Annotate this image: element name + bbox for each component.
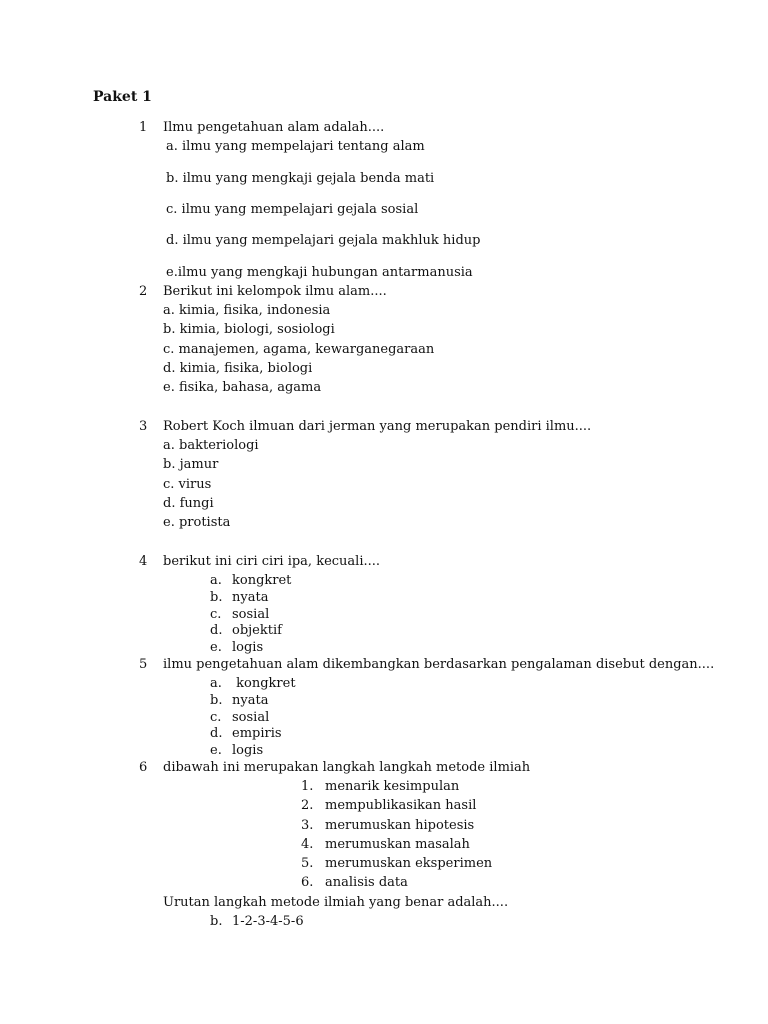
- option-letter: d.: [210, 623, 223, 638]
- page-title: Paket 1: [93, 89, 152, 105]
- option-text: e. fisika, bahasa, agama: [163, 380, 322, 395]
- option-text: d. kimia, fisika, biologi: [163, 361, 313, 376]
- option-text: a. ilmu yang mempelajari tentang alam: [166, 139, 425, 154]
- question-number: 5: [139, 657, 148, 672]
- option-text: a. bakteriologi: [163, 438, 259, 453]
- option-text: d. ilmu yang mempelajari gejala makhluk hidup: [166, 233, 481, 248]
- question-number: 6: [139, 760, 148, 775]
- question-text: dibawah ini merupakan langkah langkah metode ilmiah: [163, 760, 531, 775]
- option-text: kongkret: [232, 676, 296, 691]
- option-text: b. ilmu yang mengkaji gejala benda mati: [166, 171, 435, 186]
- step-text: menarik kesimpulan: [325, 779, 460, 794]
- step-text: merumuskan hipotesis: [325, 818, 475, 833]
- option-text: c. manajemen, agama, kewarganegaraan: [163, 342, 435, 357]
- option-letter: b.: [210, 590, 223, 605]
- question-text: Ilmu pengetahuan alam adalah....: [163, 120, 385, 135]
- option-text: c. virus: [163, 477, 212, 492]
- step-number: 4.: [301, 837, 314, 852]
- option-letter: c.: [210, 710, 222, 725]
- option-letter: a.: [210, 573, 222, 588]
- option-text: 1-2-3-4-5-6: [232, 914, 304, 929]
- option-text: a. kimia, fisika, indonesia: [163, 303, 331, 318]
- option-letter: c.: [210, 607, 222, 622]
- question-text: ilmu pengetahuan alam dikembangkan berdasarkan pengalaman disebut dengan....: [163, 657, 715, 672]
- step-text: mempublikasikan hasil: [325, 798, 477, 813]
- question-text: berikut ini ciri ciri ipa, kecuali....: [163, 554, 381, 569]
- option-text: b. jamur: [163, 457, 219, 472]
- option-letter: a.: [210, 676, 222, 691]
- step-number: 3.: [301, 818, 314, 833]
- option-text: nyata: [232, 693, 269, 708]
- option-letter: e.: [210, 640, 222, 655]
- question-text: Robert Koch ilmuan dari jerman yang merupakan pendiri ilmu....: [163, 419, 592, 434]
- option-text: e. protista: [163, 515, 231, 530]
- question-text: Berikut ini kelompok ilmu alam....: [163, 284, 387, 299]
- option-letter: e.: [210, 743, 222, 758]
- option-text: objektif: [232, 623, 282, 638]
- option-text: sosial: [232, 607, 270, 622]
- step-number: 1.: [301, 779, 314, 794]
- option-text: kongkret: [232, 573, 292, 588]
- step-number: 2.: [301, 798, 314, 813]
- step-number: 5.: [301, 856, 314, 871]
- option-text: c. ilmu yang mempelajari gejala sosial: [166, 202, 419, 217]
- option-text: logis: [232, 640, 264, 655]
- step-text: merumuskan eksperimen: [325, 856, 493, 871]
- option-letter: d.: [210, 726, 223, 741]
- option-text: nyata: [232, 590, 269, 605]
- question-followup: Urutan langkah metode ilmiah yang benar adalah....: [163, 895, 509, 910]
- question-number: 4: [139, 554, 148, 569]
- question-number: 2: [139, 284, 148, 299]
- option-letter: b.: [210, 914, 223, 929]
- option-text: d. fungi: [163, 496, 214, 511]
- question-number: 1: [139, 120, 148, 135]
- option-text: b. kimia, biologi, sosiologi: [163, 322, 335, 337]
- option-text: sosial: [232, 710, 270, 725]
- step-number: 6.: [301, 875, 314, 890]
- option-text: logis: [232, 743, 264, 758]
- option-letter: b.: [210, 693, 223, 708]
- step-text: analisis data: [325, 875, 408, 890]
- step-text: merumuskan masalah: [325, 837, 470, 852]
- option-text: empiris: [232, 726, 282, 741]
- question-number: 3: [139, 419, 148, 434]
- option-text: e.ilmu yang mengkaji hubungan antarmanusia: [166, 265, 473, 280]
